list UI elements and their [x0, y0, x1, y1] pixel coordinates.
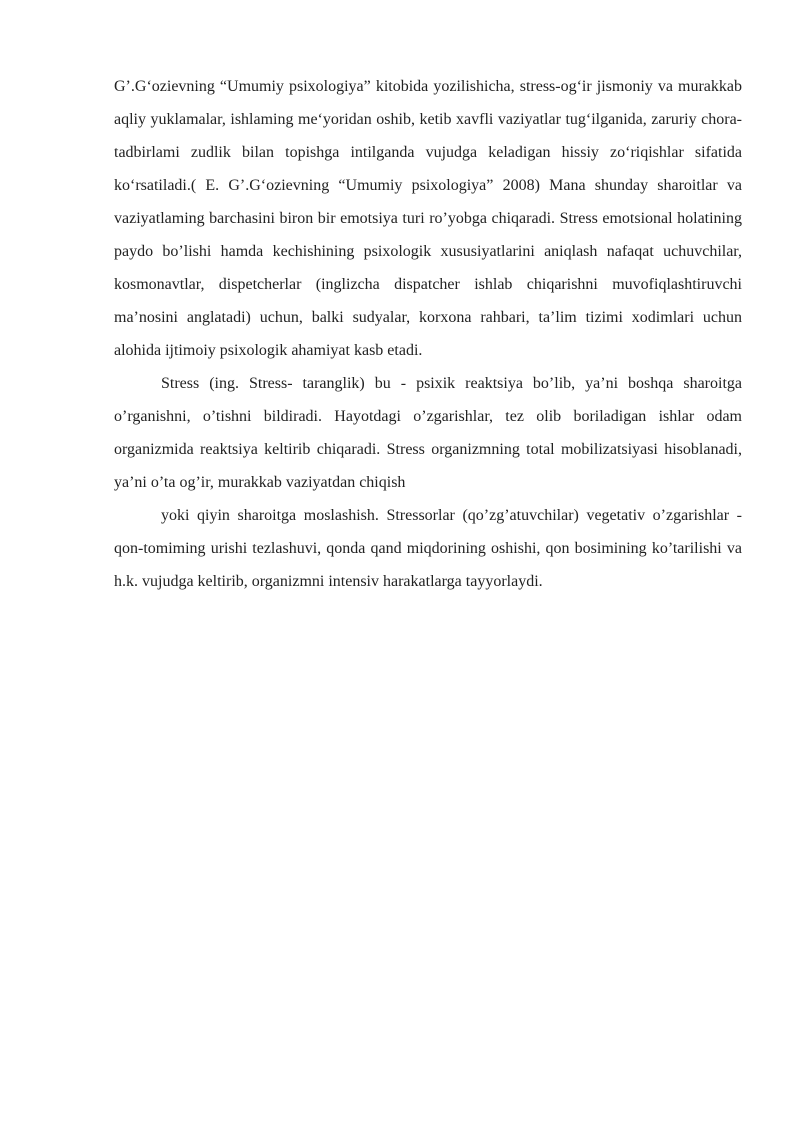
paragraph-2: Stress (ing. Stress- taranglik) bu - psixik reaktsiya bo’lib, ya’ni boshqa sharoitga o’rganishni, o’tishni bildiradi. Hayotdagi o’zgarishlar, tez olib boriladigan ishlar odam organizmida reaktsiya keltirib chiqaradi. Stress organizmning total mobilizatsiyasi hisoblanadi, ya’ni o’ta og’ir, murakkab vaziyatdan chiqish [114, 375, 742, 491]
document-page [114, 70, 742, 598]
paragraph-3: yoki qiyin sharoitga moslashish. Stressorlar (qo’zg’atuvchilar) vegetativ o’zgarishlar - qon-tomiming urishi tezlashuvi, qonda qand miqdorining oshishi, qon bosimining ko’tarilishi va h.k. vujudga keltirib, organizmni intensiv harakatlarga tayyorlaydi. [114, 507, 742, 590]
paragraph-1: G’.G‘ozievning “Umumiy psixologiya” kitobida yozilishicha, stress-og‘ir jismoniy va murakkab aqliy yuklamalar, ishlaming me‘yoridan oshib, ketib xavfli vaziyatlar tug‘ilganida, zaruriy chora-tadbirlami zudlik bilan topishga intilganda vujudga keladigan hissiy zo‘riqishlar sifatida ko‘rsatiladi.( E. G’.G‘ozievning “Umumiy psixologiya” 2008) Mana shunday sharoitlar va vaziyatlaming barchasini biron bir emotsiya turi ro’yobga chiqaradi. Stress emotsional holatining paydo bo’lishi hamda kechishining psixologik xususiyatlarini aniqlash nafaqat uchuvchilar, kosmonavtlar, dispetcherlar (inglizcha dispatcher ishlab chiqarishni muvofiqlashtiruvchi ma’nosini anglatadi) uchun, balki sudyalar, korxona rahbari, ta’lim tizimi xodimlari uchun alohida ijtimoiy psixologik ahamiyat kasb etadi. [114, 78, 742, 359]
